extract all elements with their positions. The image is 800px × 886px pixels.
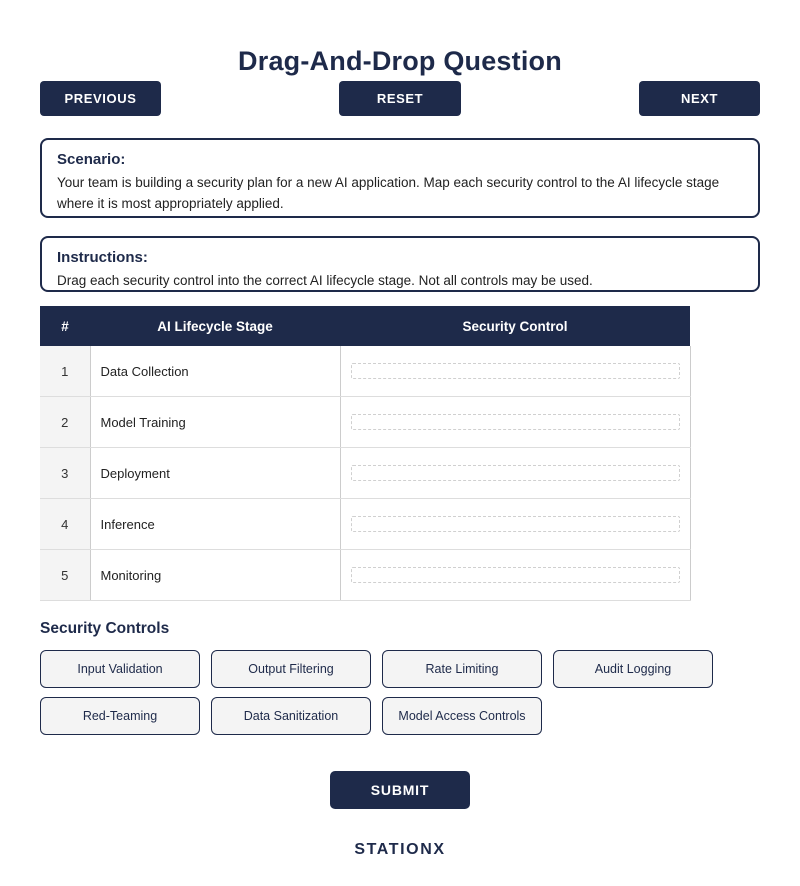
row-stage-label: Deployment <box>90 448 340 499</box>
row-dropzone-cell[interactable] <box>340 550 690 601</box>
control-chip[interactable]: Output Filtering <box>211 650 371 688</box>
dropzone[interactable] <box>351 516 680 532</box>
row-stage-label: Monitoring <box>90 550 340 601</box>
table-row <box>40 448 690 499</box>
row-dropzone-cell[interactable] <box>340 397 690 448</box>
dropzone[interactable] <box>351 414 680 430</box>
control-chip[interactable]: Rate Limiting <box>382 650 542 688</box>
dropzone[interactable] <box>351 465 680 481</box>
scenario-text: Your team is building a security plan for a new AI application. Map each security control to the AI lifecycle stage where it is most appropriately applied. <box>57 175 720 211</box>
scenario-label: Scenario: <box>57 151 126 168</box>
submit-button[interactable]: SUBMIT <box>330 771 470 809</box>
reset-button[interactable]: RESET <box>339 81 461 116</box>
scenario-box <box>40 138 760 218</box>
control-chip[interactable]: Model Access Controls <box>382 697 542 735</box>
table-header-row <box>40 306 690 346</box>
table-header <box>40 306 690 346</box>
instructions-text: Drag each security control into the correct AI lifecycle stage. Not all controls may be used. <box>57 273 593 288</box>
row-number: 3 <box>40 448 90 499</box>
column-header-number: # <box>40 306 90 346</box>
row-number: 4 <box>40 499 90 550</box>
row-number: 5 <box>40 550 90 601</box>
row-dropzone-cell[interactable] <box>340 448 690 499</box>
page-title: Drag-And-Drop Question <box>238 46 562 77</box>
table-row <box>40 346 690 397</box>
footer-brand: STATIONX <box>354 841 446 858</box>
control-chip[interactable]: Red-Teaming <box>40 697 200 735</box>
mapping-table <box>40 306 691 601</box>
row-number: 2 <box>40 397 90 448</box>
security-controls-heading: Security Controls <box>40 620 170 637</box>
control-chip[interactable]: Input Validation <box>40 650 200 688</box>
security-controls-pool <box>40 650 760 735</box>
table-row <box>40 499 690 550</box>
previous-button[interactable]: PREVIOUS <box>40 81 161 116</box>
control-chip[interactable]: Audit Logging <box>553 650 713 688</box>
control-chip[interactable]: Data Sanitization <box>211 697 371 735</box>
row-dropzone-cell[interactable] <box>340 346 690 397</box>
instructions-box <box>40 236 760 292</box>
row-stage-label: Inference <box>90 499 340 550</box>
instructions-label: Instructions: <box>57 249 148 266</box>
table-row <box>40 550 690 601</box>
row-stage-label: Data Collection <box>90 346 340 397</box>
dropzone[interactable] <box>351 567 680 583</box>
table-row <box>40 397 690 448</box>
row-dropzone-cell[interactable] <box>340 499 690 550</box>
column-header-control: Security Control <box>340 306 690 346</box>
row-number: 1 <box>40 346 90 397</box>
dropzone[interactable] <box>351 363 680 379</box>
column-header-stage: AI Lifecycle Stage <box>90 306 340 346</box>
table-body <box>40 346 690 601</box>
next-button[interactable]: NEXT <box>639 81 760 116</box>
navigation-bar <box>40 81 760 116</box>
row-stage-label: Model Training <box>90 397 340 448</box>
